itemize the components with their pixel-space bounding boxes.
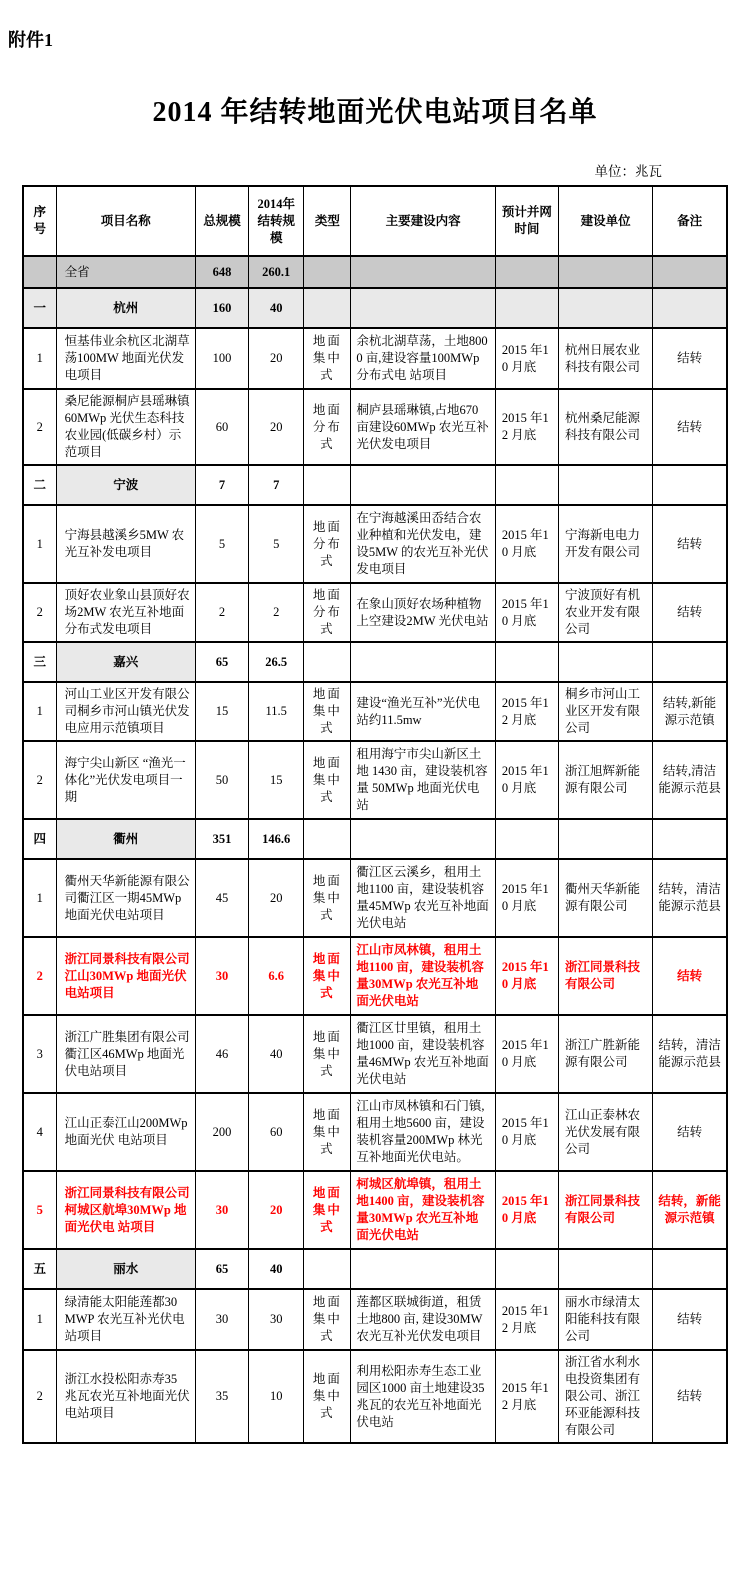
cell-construction-unit — [558, 465, 652, 505]
cell-no: 1 — [23, 1289, 56, 1350]
cell-grid-date: 2015 年12 月底 — [495, 682, 558, 741]
cell-no — [23, 256, 56, 288]
header-construction-unit: 建设单位 — [558, 186, 652, 256]
cell-type — [304, 288, 351, 328]
cell-type — [304, 465, 351, 505]
cell-project-name: 丽水 — [56, 1249, 195, 1289]
cell-total-scale: 351 — [195, 819, 248, 859]
cell-no: 1 — [23, 682, 56, 741]
cell-remark — [653, 819, 727, 859]
cell-construction-unit — [558, 1249, 652, 1289]
cell-construction-unit: 浙江省水利水电投资集团有限公司、浙江环亚能源科技有限公司 — [558, 1350, 652, 1443]
cell-type: 地面集中式 — [304, 1015, 351, 1093]
cell-main-content — [351, 256, 495, 288]
cell-no: 二 — [23, 465, 56, 505]
cell-remark: 结转,新能源示范镇 — [653, 682, 727, 741]
cell-grid-date: 2015 年10 月底 — [495, 859, 558, 937]
cell-grid-date — [495, 465, 558, 505]
cell-carryover-scale: 40 — [249, 288, 304, 328]
cell-main-content: 租用海宁市尖山新区土地 1430 亩，建设装机容量 50MWp 地面光伏电站 — [351, 741, 495, 819]
cell-type: 地面集中式 — [304, 682, 351, 741]
section-row — [23, 1249, 727, 1289]
cell-project-name: 宁波 — [56, 465, 195, 505]
cell-remark: 结转 — [653, 505, 727, 583]
cell-total-scale: 648 — [195, 256, 248, 288]
table-row — [23, 389, 727, 465]
cell-remark: 结转，清洁能源示范县 — [653, 1015, 727, 1093]
cell-project-name: 衢州天华新能源有限公司衢江区一期45MWp 地面光伏电站项目 — [56, 859, 195, 937]
cell-no: 五 — [23, 1249, 56, 1289]
cell-type: 地面集中式 — [304, 328, 351, 389]
cell-project-name: 杭州 — [56, 288, 195, 328]
cell-construction-unit: 桐乡市河山工业区开发有限公司 — [558, 682, 652, 741]
cell-carryover-scale: 5 — [249, 505, 304, 583]
cell-project-name: 顶好农业象山县顶好农场2MW 农光互补地面分布式发电项目 — [56, 583, 195, 642]
cell-main-content: 江山市凤林镇，租用土地1100 亩，建设装机容量30MWp 农光互补地面光伏电站 — [351, 937, 495, 1015]
cell-carryover-scale: 26.5 — [249, 642, 304, 682]
cell-grid-date — [495, 256, 558, 288]
cell-remark: 结转 — [653, 1289, 727, 1350]
cell-construction-unit — [558, 288, 652, 328]
cell-grid-date: 2015 年10 月底 — [495, 328, 558, 389]
cell-carryover-scale: 11.5 — [249, 682, 304, 741]
cell-construction-unit: 浙江同景科技有限公司 — [558, 1171, 652, 1249]
cell-type: 地面集中式 — [304, 1171, 351, 1249]
cell-total-scale: 30 — [195, 937, 248, 1015]
header-type: 类型 — [304, 186, 351, 256]
cell-grid-date: 2015 年12 月底 — [495, 389, 558, 465]
cell-project-name: 桑尼能源桐庐县瑶琳镇60MWp 光伏生态科技农业园(低碳乡村）示范项目 — [56, 389, 195, 465]
cell-total-scale: 30 — [195, 1289, 248, 1350]
header-grid-date: 预计并网时间 — [495, 186, 558, 256]
cell-main-content — [351, 465, 495, 505]
cell-remark: 结转 — [653, 937, 727, 1015]
attachment-label: 附件1 — [8, 30, 53, 50]
section-row — [23, 819, 727, 859]
cell-main-content: 余杭北湖草荡，土地8000 亩,建设容量100MWp 分布式电 站项目 — [351, 328, 495, 389]
cell-total-scale: 35 — [195, 1350, 248, 1443]
cell-grid-date: 2015 年10 月底 — [495, 1015, 558, 1093]
cell-no: 4 — [23, 1093, 56, 1171]
cell-carryover-scale: 20 — [249, 1171, 304, 1249]
section-row — [23, 642, 727, 682]
table-row — [23, 741, 727, 819]
table-body — [23, 256, 727, 1443]
cell-no: 1 — [23, 859, 56, 937]
cell-carryover-scale: 146.6 — [249, 819, 304, 859]
cell-no: 2 — [23, 1350, 56, 1443]
cell-main-content: 利用松阳赤寿生态工业园区1000 亩土地建设35 兆瓦的农光互补地面光伏电站 — [351, 1350, 495, 1443]
cell-carryover-scale: 2 — [249, 583, 304, 642]
cell-main-content: 桐庐县瑶琳镇,占地670 亩建设60MWp 农光互补光伏发电项目 — [351, 389, 495, 465]
cell-construction-unit — [558, 819, 652, 859]
table-row — [23, 1289, 727, 1350]
cell-main-content: 衢江区廿里镇，租用土地1000 亩，建设装机容量46MWp 农光互补地面光伏电站 — [351, 1015, 495, 1093]
header-remark: 备注 — [653, 186, 727, 256]
cell-grid-date — [495, 642, 558, 682]
cell-construction-unit: 浙江广胜新能源有限公司 — [558, 1015, 652, 1093]
cell-carryover-scale: 10 — [249, 1350, 304, 1443]
cell-type — [304, 819, 351, 859]
cell-construction-unit: 丽水市绿清太阳能科技有限公司 — [558, 1289, 652, 1350]
cell-type: 地面集中式 — [304, 937, 351, 1015]
cell-main-content: 江山市凤林镇和石门镇,租用土地5600 亩，建设装机容量200MWp 林光互补地面光伏电站。 — [351, 1093, 495, 1171]
cell-grid-date: 2015 年10 月底 — [495, 505, 558, 583]
cell-construction-unit: 宁波顶好有机农业开发有限公司 — [558, 583, 652, 642]
header-project-name: 项目名称 — [56, 186, 195, 256]
cell-project-name: 浙江同景科技有限公司江山30MWp 地面光伏电站项目 — [56, 937, 195, 1015]
cell-project-name: 绿清能太阳能莲都30 MWP 农光互补光伏电站项目 — [56, 1289, 195, 1350]
cell-no: 1 — [23, 505, 56, 583]
header-main-content: 主要建设内容 — [351, 186, 495, 256]
cell-main-content: 柯城区航埠镇，租用土地1400 亩，建设装机容量30MWp 农光互补地面光伏电站 — [351, 1171, 495, 1249]
cell-type — [304, 1249, 351, 1289]
cell-project-name: 全省 — [56, 256, 195, 288]
cell-carryover-scale: 30 — [249, 1289, 304, 1350]
cell-grid-date — [495, 288, 558, 328]
cell-project-name: 嘉兴 — [56, 642, 195, 682]
table-row — [23, 1015, 727, 1093]
cell-type: 地面集中式 — [304, 1289, 351, 1350]
unit-label: 单位：兆瓦 — [594, 164, 662, 179]
cell-total-scale: 45 — [195, 859, 248, 937]
cell-project-name: 海宁尖山新区 “渔光一体化”光伏发电项目一期 — [56, 741, 195, 819]
cell-total-scale: 46 — [195, 1015, 248, 1093]
cell-type: 地面集中式 — [304, 859, 351, 937]
cell-no: 2 — [23, 389, 56, 465]
cell-remark: 结转 — [653, 328, 727, 389]
table-row — [23, 1350, 727, 1443]
cell-construction-unit: 宁海新电电力开发有限公司 — [558, 505, 652, 583]
cell-construction-unit: 衢州天华新能源有限公司 — [558, 859, 652, 937]
cell-construction-unit: 杭州日展农业科技有限公司 — [558, 328, 652, 389]
cell-total-scale: 160 — [195, 288, 248, 328]
cell-remark — [653, 465, 727, 505]
cell-carryover-scale: 20 — [249, 859, 304, 937]
cell-carryover-scale: 40 — [249, 1015, 304, 1093]
cell-main-content — [351, 1249, 495, 1289]
cell-no: 一 — [23, 288, 56, 328]
cell-main-content — [351, 642, 495, 682]
cell-carryover-scale: 20 — [249, 328, 304, 389]
cell-carryover-scale: 60 — [249, 1093, 304, 1171]
table-row — [23, 859, 727, 937]
cell-remark — [653, 1249, 727, 1289]
cell-no: 2 — [23, 937, 56, 1015]
cell-carryover-scale: 15 — [249, 741, 304, 819]
cell-remark: 结转 — [653, 1093, 727, 1171]
cell-total-scale: 50 — [195, 741, 248, 819]
cell-main-content: 在宁海越溪田岙结合农业种植和光伏发电，建设5MW 的农光互补光伏发电项目 — [351, 505, 495, 583]
cell-remark: 结转,清洁能源示范县 — [653, 741, 727, 819]
cell-total-scale: 60 — [195, 389, 248, 465]
cell-construction-unit: 江山正泰林农光伏发展有限公司 — [558, 1093, 652, 1171]
cell-type: 地面集中式 — [304, 1350, 351, 1443]
cell-remark — [653, 288, 727, 328]
page-title: 2014 年结转地面光伏电站项目名单 — [152, 97, 598, 128]
cell-type — [304, 256, 351, 288]
section-row — [23, 288, 727, 328]
cell-type: 地面集中式 — [304, 741, 351, 819]
header-total-scale: 总规模 — [195, 186, 248, 256]
cell-project-name: 江山正泰江山200MWp 地面光伏 电站项目 — [56, 1093, 195, 1171]
cell-remark — [653, 256, 727, 288]
cell-main-content — [351, 288, 495, 328]
cell-remark: 结转，新能源示范镇 — [653, 1171, 727, 1249]
cell-grid-date: 2015 年10 月底 — [495, 1093, 558, 1171]
cell-total-scale: 15 — [195, 682, 248, 741]
cell-remark — [653, 642, 727, 682]
table-row — [23, 505, 727, 583]
cell-grid-date: 2015 年10 月底 — [495, 583, 558, 642]
cell-no: 1 — [23, 328, 56, 389]
cell-total-scale: 200 — [195, 1093, 248, 1171]
cell-grid-date: 2015 年10 月底 — [495, 741, 558, 819]
cell-total-scale: 65 — [195, 642, 248, 682]
cell-construction-unit: 浙江旭辉新能源有限公司 — [558, 741, 652, 819]
table-row — [23, 1093, 727, 1171]
cell-remark: 结转，清洁能源示范县 — [653, 859, 727, 937]
cell-no: 3 — [23, 1015, 56, 1093]
cell-grid-date: 2015 年12 月底 — [495, 1289, 558, 1350]
cell-type: 地面分布式 — [304, 583, 351, 642]
cell-project-name: 浙江同景科技有限公司柯城区航埠30MWp 地面光伏电 站项目 — [56, 1171, 195, 1249]
cell-total-scale: 65 — [195, 1249, 248, 1289]
table-row — [23, 583, 727, 642]
header-row — [23, 186, 727, 256]
cell-remark: 结转 — [653, 583, 727, 642]
section-row — [23, 465, 727, 505]
cell-carryover-scale: 260.1 — [249, 256, 304, 288]
cell-project-name: 衢州 — [56, 819, 195, 859]
cell-total-scale: 5 — [195, 505, 248, 583]
cell-type — [304, 642, 351, 682]
cell-main-content: 建设“渔光互补”光伏电站约11.5mw — [351, 682, 495, 741]
cell-no: 5 — [23, 1171, 56, 1249]
cell-no: 2 — [23, 741, 56, 819]
cell-carryover-scale: 6.6 — [249, 937, 304, 1015]
cell-main-content: 在象山顶好农场种植物上空建设2MW 光伏电站 — [351, 583, 495, 642]
cell-total-scale: 100 — [195, 328, 248, 389]
cell-project-name: 宁海县越溪乡5MW 农光互补发电项目 — [56, 505, 195, 583]
table-row — [23, 937, 727, 1015]
cell-main-content — [351, 819, 495, 859]
table-row — [23, 1171, 727, 1249]
cell-grid-date: 2015 年10 月底 — [495, 937, 558, 1015]
cell-remark: 结转 — [653, 389, 727, 465]
cell-carryover-scale: 40 — [249, 1249, 304, 1289]
cell-main-content: 衢江区云溪乡，租用土地1100 亩，建设装机容量45MWp 农光互补地面光伏电站 — [351, 859, 495, 937]
cell-no: 2 — [23, 583, 56, 642]
cell-construction-unit: 杭州桑尼能源科技有限公司 — [558, 389, 652, 465]
cell-grid-date: 2015 年10 月底 — [495, 1171, 558, 1249]
cell-main-content: 莲都区联城街道，租赁土地800 亩, 建设30MW 农光互补光伏发电项目 — [351, 1289, 495, 1350]
cell-construction-unit — [558, 642, 652, 682]
cell-no: 三 — [23, 642, 56, 682]
cell-construction-unit: 浙江同景科技有限公司 — [558, 937, 652, 1015]
cell-grid-date — [495, 819, 558, 859]
cell-project-name: 浙江水投松阳赤寿35 兆瓦农光互补地面光伏电站项目 — [56, 1350, 195, 1443]
cell-total-scale: 7 — [195, 465, 248, 505]
cell-carryover-scale: 7 — [249, 465, 304, 505]
header-carryover-scale: 2014年结转规模 — [249, 186, 304, 256]
cell-type: 地面分布式 — [304, 505, 351, 583]
cell-project-name: 恒基伟业余杭区北湖草荡100MW 地面光伏发电项目 — [56, 328, 195, 389]
cell-grid-date — [495, 1249, 558, 1289]
table-row — [23, 682, 727, 741]
header-no: 序号 — [23, 186, 56, 256]
cell-total-scale: 2 — [195, 583, 248, 642]
cell-no: 四 — [23, 819, 56, 859]
cell-total-scale: 30 — [195, 1171, 248, 1249]
cell-remark: 结转 — [653, 1350, 727, 1443]
cell-type: 地面集中式 — [304, 1093, 351, 1171]
cell-project-name: 浙江广胜集团有限公司衢江区46MWp 地面光伏电站项目 — [56, 1015, 195, 1093]
cell-project-name: 河山工业区开发有限公司桐乡市河山镇光伏发电应用示范镇项目 — [56, 682, 195, 741]
summary-row — [23, 256, 727, 288]
cell-carryover-scale: 20 — [249, 389, 304, 465]
cell-construction-unit — [558, 256, 652, 288]
table-row — [23, 328, 727, 389]
cell-type: 地面分布式 — [304, 389, 351, 465]
cell-grid-date: 2015 年12 月底 — [495, 1350, 558, 1443]
projects-table — [22, 185, 728, 1444]
